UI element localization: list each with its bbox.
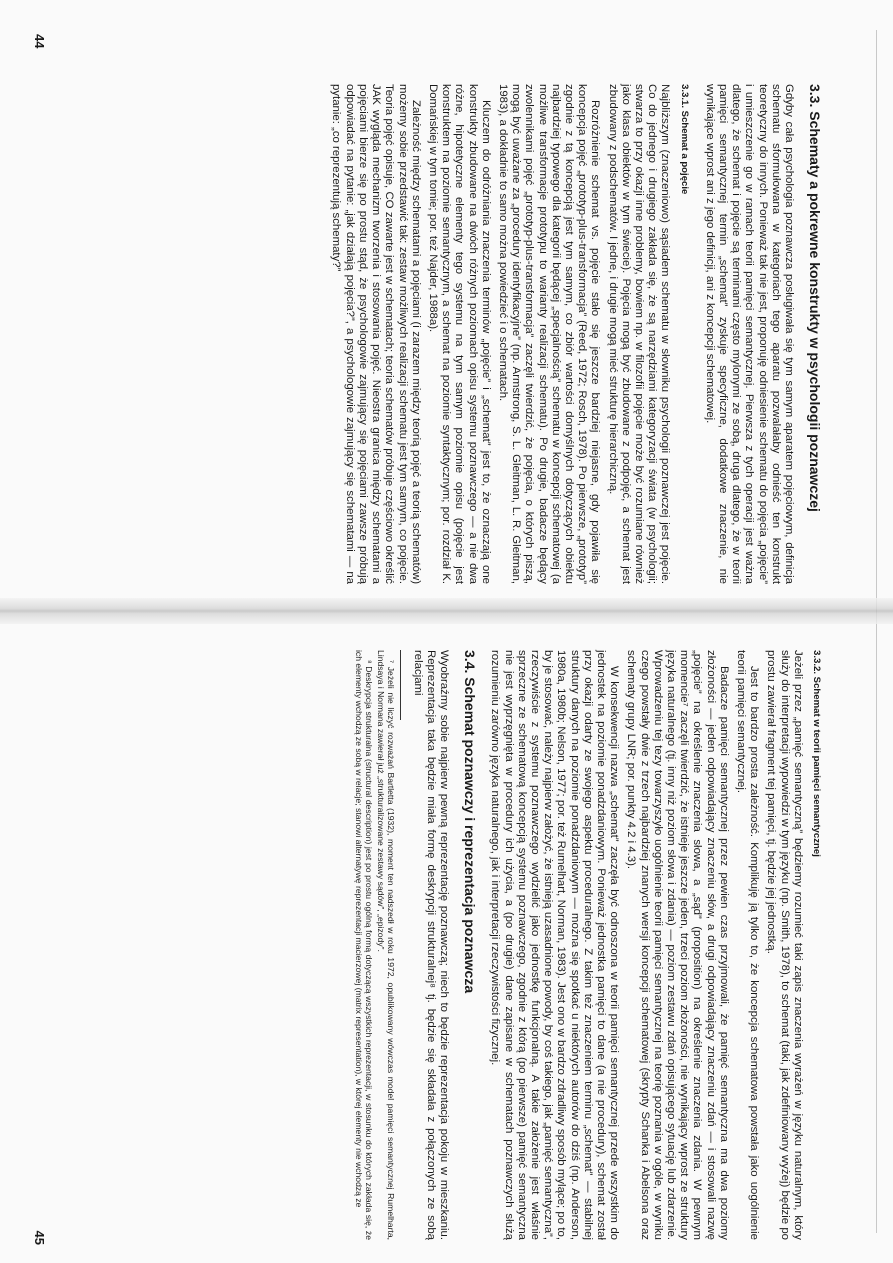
left-text-column xyxy=(325,84,823,584)
page-number-left: 44 xyxy=(32,34,47,49)
subsection-heading-3-3-2: 3.3.2. Schemat w teorii pamięci semantycznej xyxy=(811,650,822,857)
left-page xyxy=(0,0,893,610)
intro-paragraph: Gdyby cała psychologia poznawcza posługiwała się tym samym aparatem pojęciowym, definicja schematu sformułowana w kategoriach tego aparatu pozwalałaby odnieść ten konstrukt teoretyczny do innych. Ponieważ tak nie jest, proponuję odniesienie schematu do pojęcia „pojęcie” i umieszczenie go w ramach teorii pamięci semantycznej. Pierwsza z tych operacji jest ważna dlatego, że schemat i pojęcie są terminami często mylonymi ze sobą, druga dlatego, że w teorii pamięci semantycznej termin „schemat” zyskuje specyficzne, dodatkowe znaczenie, nie wynikające wprost ani z jego definicji, ani z koncepcji schematowej. xyxy=(703,84,795,584)
right-page xyxy=(0,620,893,1263)
paragraph: Jest to bardzo prosta zależność. Komplikuję ją tylko to, że koncepcja schematowa powstała jako uogólnienie teorii pamięci semantycznej. xyxy=(734,650,761,1240)
paragraph: Najbliższym (znaczeniowo) sąsiadem schematu w słowniku psychologii poznawczej jest pojęcie. Co do jednego i drugiego zakłada się, że są narzędziami kategoryzacji świata (w psychologii; stwarza to przy okazji inne problemy, bowiem np. w filozofii pojęcie może być rozumiane również jako klasa obiektów w tym świecie). Pojęcia mogą być zbudowane z podpojęć, a schemat jest zbudowany z podschematów. I jedne, i drugie mogą mieć strukturę hierarchiczną. xyxy=(606,84,672,584)
paragraph: Badacze pamięci semantycznej przez pewien czas przyjmowali, że pamięć semantyczna ma dwa poziomy złożoności — jeden odpowiadający znaczeniu słów, a drugi odpowiadający znaczeniu zdań — i stosowali nazwę „pojęcie” na określenie znaczenia słowa, a „sąd” (proposition) na określenie znaczenia zdania. W pewnym momencie⁷ zaczęli twierdzić, że istnieje jeszcze jeden, trzeci poziom złożoności, nie wynikający wprost ze struktury języka naturalnego (tj. inny niż poziom słowa i zdania) — poziom zestawu zdań opisującego sytuację lub zdarzenie. Wprowadzeniu tej tezy towarzyszyło uogólnienie teorii pamięci semantycznej na teorię poznania w ogóle, w wyniku czego powstały dwie z trzech najbardziej znanych wersji koncepcji schematowej (skrypty Schanka i Abelsona oraz schematy grupy LNR; por. punkty 4.2 i 4.3). xyxy=(625,650,730,1240)
paragraph: Jeżeli przez „pamięć semantyczną” będziemy rozumieć taki zapis znaczenia wyrażeń w języku naturalnym, który służy do interpretacji wypowiedzi w tym języku (np. Smith, 1978), to schemat (taki, jak zdefiniowany wyżej) będzie po prostu zawierał fragment tej pamięci, tj. będzie jej jednostką. xyxy=(765,650,804,1240)
right-text-column xyxy=(352,650,823,1240)
paragraph: Kluczem do odróżniania znaczenia terminów „pojęcie” i „schemat” jest to, że oznaczają one konstrukty zbudowane na dwóch różnych poziomach opisu systemu poznawczego — a nie dwa różne, hipotetyczne elementy tego systemu na tym samym poziomie opisu (pojęcie jest konstruktem na poziomie semantycznym, a schemat na poziomie syntaktycznym; por. rozdział K. Domańskiej w tym tomie; por. też Najder, 1988a). xyxy=(426,84,492,584)
paragraph: Wyobraźmy sobie najpierw pewną reprezentację poznawczą; niech to będzie reprezentacja pokoju w mieszkaniu. Reprezentacja taka będzie miała formę deskrypcji strukturalnej⁸ tj. będzie się składała z połączonych ze sobą relacjami xyxy=(411,650,451,1240)
subsection-heading-3-3-1: 3.3.1. Schemat a pojęcie xyxy=(678,84,690,195)
footnote-8: ⁸ Deskrypcja strukturalna (structural description) jest po prostu ogólną formą dotyczącą wszystkich reprezentacji, w stosunku do których zakłada się, że ich elementy wchodzą ze sobą w relacje; stanowi alternatywę reprezentacji macierzowej (matrix representation), w której elementy nie wchodzą ze xyxy=(353,650,374,1240)
paragraph: Rozróżnienie schemat vs. pojęcie stało się jeszcze bardziej niejasne, gdy pojawiła się koncepcja pojęć „prototyp-plus-transformacja” (Reed, 1972; Rosch, 1978). Po pierwsze, „prototyp” zgodnie z tą koncepcją jest tym samym, co zbiór wartości domyślnych dotyczących obiektu najbardziej typowego dla kategorii będącej „specjalnością” schematu w koncepcji schematowej (a możliwe transformacje prototypu to warianty realizacji schematu). Po drugie, badacze będący zwolennikami pojęć „prototyp-plus-transformacja” zaczęli twierdzić, że pojęcia, o których piszą, mogą być uważane za „procedury identyfikacyjne” (np. Armstrong, S. L. Gleitman, L. R. Gleitman, 1983), a dokładnie to samo można powiedzieć i o schematach. xyxy=(496,84,602,584)
paragraph: W konsekwencji nazwa „schemat” zaczęła być odnoszona w teorii pamięci semantycznej przede wszystkim do jednostek na poziomie ponadzdaniowym. Ponieważ jednostka pamięci to dane (a nie procedury), schemat został przy okazji odarty ze swojego aspektu proceduralnego. Z takim też znaczeniem terminu „schemat” — stabilnej struktury danych na poziomie ponadzdaniowym — można się spotkać u niektórych autorów do dziś (np. Anderson, 1980a, 1980b; Nelson, 1977; por. też Rumelhart, Norman, 1983). Jest ono w bardzo zdradliwy sposób mylące; po to, by je stosować, należy najpierw założyć, że istnieją uzasadnione powody, by coś takiego, jak „pamięć semantyczna”, rzeczywiście z systemu poznawczego wydzielić jako jednostkę funkcjonalną. A takie założenie jest właśnie sprzeczne ze schematową koncepcją systemu poznawczego, zgodnie z którą (po pierwsze) pamięć semantyczna nie jest wyprzęgnięta w procedury ich użycia, a (po drugie) dane zapisane w schematach poznawczych służą rozumieniu zarówno języka naturalnego, jak i interpretacji rzeczywistości fizycznej. xyxy=(489,650,621,1240)
footnote-rule xyxy=(400,650,401,720)
section-heading-3-4: 3.4. Schemat poznawczy i reprezentacja poznawcza xyxy=(462,650,479,994)
page-number-right: 45 xyxy=(32,1230,47,1245)
paragraph: Zależność między schematami a pojęciami (i zarazem między teorią pojęć a teorią schematów) możemy sobie przedstawić tak: zestaw możliwych realizacji schematu jest tym samym, co pojęcie. Teoria pojęć opisuje, CO zawarte jest w schematach; teoria schematów próbuje częściowo określić JAK wygląda mechanizm tworzenia i stosowania pojęć. Nieostra granica między schematami a pojęciami bierze się po prostu stąd, że psychologowie zajmujący się pojęciami zawsze próbują odpowiadać na pytanie: „jak działają pojęcia?”, a psychologowie zajmujący się schematami — na pytanie: „co reprezentują schematy?” xyxy=(330,84,422,584)
section-heading-3-3: 3.3. Schematy a pokrewne konstrukty w psychologii poznawczej xyxy=(807,84,823,512)
footnote-7: ⁷ Jeżeli nie liczyć rozważań Bartletta (1932), moment ten nadszedł w roku 1972, opublikowany wówczas model pamięci semantycznej Rumelharta, Lindsaya i Normana zawierał już „strukturalizowane zestawy sądów”, „epizody”. xyxy=(375,650,396,1240)
